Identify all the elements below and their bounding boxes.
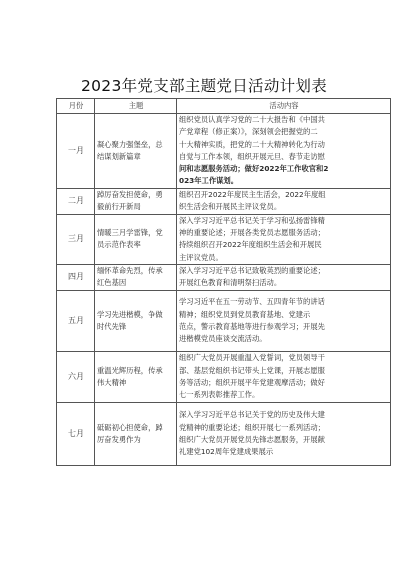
theme-cell <box>95 351 177 402</box>
theme-cell <box>95 290 177 351</box>
theme-line: 伟大精神 <box>97 377 127 387</box>
theme-cell <box>95 188 177 214</box>
content-line: 深入学习习近平总书记致敬英烈的重要论述； <box>179 266 325 276</box>
content-cell <box>177 114 391 189</box>
month-cell: 三月 <box>57 214 95 264</box>
month-cell: 四月 <box>57 264 95 290</box>
month-cell: 五月 <box>57 290 95 351</box>
content-line: 开展红色教育和清明祭扫活动。 <box>179 278 282 288</box>
theme-cell <box>95 114 177 189</box>
table-body <box>57 114 391 466</box>
month-cell: 七月 <box>57 402 95 465</box>
content-cell <box>177 214 391 264</box>
content-line: 范点，警示教育基地等进行参观学习；开展先 <box>179 321 325 331</box>
header-content: 活动内容 <box>177 99 391 114</box>
content-line: 进楷模党员座谈交流活动。 <box>179 334 267 344</box>
content-line: 023年工作谋划。 <box>179 176 239 186</box>
theme-line: 员示范作表率 <box>97 240 141 250</box>
table-row <box>57 264 391 290</box>
theme-line: 时代先锋 <box>97 321 127 331</box>
theme-line: 重温光辉历程，传承 <box>97 365 163 375</box>
theme-line: 毅前行开新局 <box>97 202 141 212</box>
content-line: 组织广大党员开展党员先锋志愿服务，开展献 <box>179 434 325 444</box>
content-line: 主评议党员。 <box>179 252 223 262</box>
content-line: 组织召开2022年度民主生活会，2022年度组 <box>179 189 326 199</box>
content-line: 党精神的重要论述；组织开展七一系列活动； <box>179 422 325 432</box>
month-cell: 六月 <box>57 351 95 402</box>
content-line: 自觉与工作本领，组织开展元旦、春节走访慰 <box>179 151 325 161</box>
content-line: 精神；组织党员到党员教育基地、党建示 <box>179 309 311 319</box>
theme-line: 红色基因 <box>97 278 127 288</box>
theme-cell <box>95 402 177 465</box>
content-cell <box>177 402 391 465</box>
theme-line: 结谋划新篇章 <box>97 151 141 161</box>
content-line: 学习习近平在五一劳动节、五四青年节的讲话 <box>179 297 325 307</box>
content-line: 织生活会和开展民主评议党员。 <box>179 202 282 212</box>
month-cell: 一月 <box>57 114 95 189</box>
content-cell <box>177 290 391 351</box>
content-line: 组织党员认真学习党的二十大报告和《中国共 <box>179 115 325 124</box>
theme-line: 凝心聚力强堡垒，总 <box>97 139 163 149</box>
activity-plan-table <box>56 98 391 466</box>
table-row <box>57 188 391 214</box>
content-line: 产党章程（修正案）》，深刻领会把握党的二 <box>179 127 318 137</box>
theme-line: 缅怀革命先烈，传承 <box>97 266 163 276</box>
page-title: 2023年党支部主题党日活动计划表 <box>80 77 328 95</box>
table-row <box>57 402 391 465</box>
theme-line: 厉奋发勇作为 <box>97 434 141 444</box>
header-theme: 主题 <box>95 99 177 114</box>
table-row <box>57 214 391 264</box>
content-cell <box>177 188 391 214</box>
table-row <box>57 114 391 189</box>
content-line: 务等活动；组织开展平年党建观摩活动；做好 <box>179 377 325 387</box>
content-line: 部、基层党组织书记带头上党课，开展志愿服 <box>179 365 325 375</box>
content-line: 问和志愿服务活动；做好2022年工作收官和2 <box>179 164 329 174</box>
content-line: 七一系列表彰推荐工作。 <box>179 390 260 400</box>
content-line: 十大精神实质，把党的二十大精神转化为行动 <box>179 139 325 149</box>
theme-cell <box>95 214 177 264</box>
content-cell <box>177 351 391 402</box>
theme-line: 踔厉奋发担使命，勇 <box>97 189 163 199</box>
header-month: 月份 <box>57 99 95 114</box>
content-line: 礼建党102周年党建成果展示 <box>179 447 274 457</box>
table-row <box>57 290 391 351</box>
table-row <box>57 351 391 402</box>
month-cell: 二月 <box>57 188 95 214</box>
content-line: 深入学习习近平总书记关于学习和弘扬雷锋精 <box>179 215 325 225</box>
table-header-row <box>57 99 391 114</box>
content-line: 神的重要论述；开展各类党员志愿服务活动； <box>179 228 325 238</box>
content-line: 持续组织召开2022年度组织生活会和开展民 <box>179 240 322 250</box>
theme-line: 砥砺初心担使命，踔 <box>97 422 163 432</box>
content-line: 组织广大党员开展重温入党誓词，党员领导干 <box>179 353 325 363</box>
theme-line: 情暖三月学雷锋，党 <box>97 228 163 238</box>
content-cell <box>177 264 391 290</box>
theme-cell <box>95 264 177 290</box>
theme-line: 学习先进楷模，争做 <box>97 309 163 319</box>
content-line: 深入学习习近平总书记关于党的历史及伟大建 <box>179 410 325 420</box>
